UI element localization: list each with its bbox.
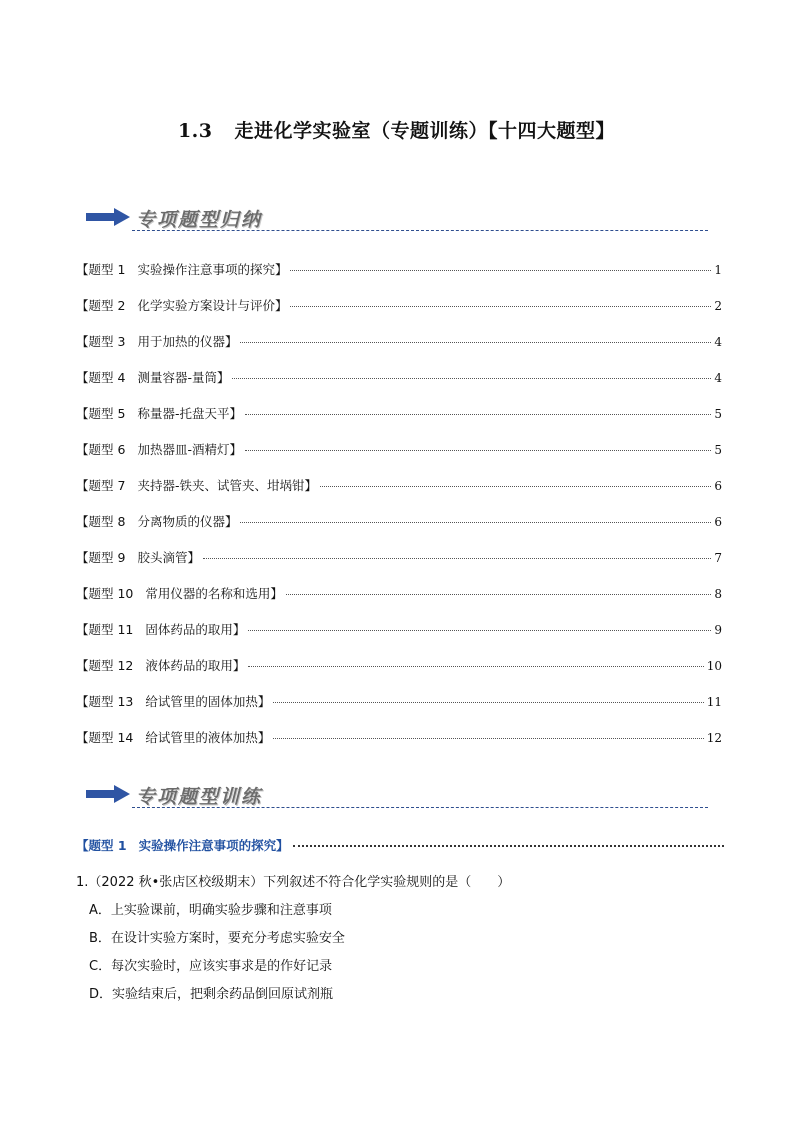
leader-dots	[293, 845, 724, 847]
toc-label: 【题型 7	[76, 478, 126, 493]
toc-page-number: 4	[714, 335, 722, 349]
section-label: 专项题型训练	[136, 786, 263, 808]
leader-dots	[320, 486, 711, 487]
toc-page-number: 2	[714, 299, 722, 313]
toc-topic: 给试管里的固体加热】	[145, 694, 271, 709]
table-of-contents	[76, 260, 722, 764]
title-number: 1.3	[177, 120, 213, 142]
toc-page-number: 5	[714, 443, 722, 457]
toc-page-number: 6	[714, 479, 722, 493]
toc-topic: 化学实验方案设计与评价】	[137, 298, 288, 313]
toc-topic: 实验操作注意事项的探究】	[137, 262, 288, 277]
toc-page-number: 8	[714, 587, 722, 601]
toc-topic: 液体药品的取用】	[145, 658, 246, 673]
question-type-label: 【题型 1	[76, 838, 127, 853]
toc-page-number: 1	[714, 263, 722, 277]
section-divider	[132, 230, 708, 231]
toc-page-number: 5	[714, 407, 722, 421]
section-label: 专项题型归纳	[136, 209, 263, 231]
section-header-training	[86, 782, 708, 808]
option-a: A．上实验课前，明确实验步骤和注意事项	[89, 903, 332, 918]
toc-label: 【题型 4	[76, 370, 126, 385]
option-c: C．每次实验时，应该实事求是的作好记录	[89, 959, 333, 974]
toc-topic: 称量器-托盘天平】	[137, 406, 242, 421]
question-block	[76, 872, 726, 1012]
toc-page-number: 10	[706, 659, 722, 673]
toc-entry[interactable]	[76, 548, 722, 584]
leader-dots	[232, 378, 711, 379]
toc-label: 【题型 9	[76, 550, 126, 565]
toc-entry[interactable]	[76, 620, 722, 656]
toc-label: 【题型 13	[76, 694, 134, 709]
leader-dots	[245, 414, 711, 415]
toc-page-number: 6	[714, 515, 722, 529]
toc-label: 【题型 14	[76, 730, 134, 745]
question-stem: 1.（2022 秋•张店区校级期末）下列叙述不符合化学实验规则的是（ ）	[76, 875, 511, 890]
toc-topic: 测量容器-量筒】	[137, 370, 230, 385]
toc-page-number: 7	[714, 551, 722, 565]
toc-label: 【题型 10	[76, 586, 134, 601]
toc-topic: 给试管里的液体加热】	[145, 730, 271, 745]
toc-page-number: 11	[706, 695, 722, 709]
arrow-right-icon	[86, 785, 130, 803]
toc-topic: 分离物质的仪器】	[137, 514, 238, 529]
toc-page-number: 12	[706, 731, 722, 745]
toc-label: 【题型 6	[76, 442, 126, 457]
toc-entry[interactable]	[76, 296, 722, 332]
toc-topic: 用于加热的仪器】	[137, 334, 238, 349]
toc-topic: 固体药品的取用】	[145, 622, 246, 637]
leader-dots	[273, 702, 703, 703]
toc-entry[interactable]	[76, 440, 722, 476]
toc-entry[interactable]	[76, 512, 722, 548]
toc-entry[interactable]	[76, 728, 722, 764]
toc-entry[interactable]	[76, 584, 722, 620]
leader-dots	[248, 666, 703, 667]
toc-entry[interactable]	[76, 332, 722, 368]
toc-topic: 加热器皿-酒精灯】	[137, 442, 242, 457]
toc-entry[interactable]	[76, 368, 722, 404]
toc-entry[interactable]	[76, 260, 722, 296]
toc-topic: 夹持器-铁夹、试管夹、坩埚钳】	[137, 478, 317, 493]
toc-topic: 常用仪器的名称和选用】	[145, 586, 283, 601]
leader-dots	[203, 558, 711, 559]
toc-label: 【题型 8	[76, 514, 126, 529]
toc-entry[interactable]	[76, 404, 722, 440]
toc-label: 【题型 5	[76, 406, 126, 421]
leader-dots	[290, 306, 711, 307]
arrow-right-icon	[86, 208, 130, 226]
leader-dots	[240, 342, 711, 343]
toc-page-number: 4	[714, 371, 722, 385]
toc-topic: 胶头滴管】	[137, 550, 200, 565]
toc-label: 【题型 11	[76, 622, 134, 637]
section-header-summary	[86, 205, 708, 231]
option-d: D．实验结束后，把剩余药品倒回原试剂瓶	[89, 987, 334, 1002]
leader-dots	[240, 522, 711, 523]
toc-label: 【题型 3	[76, 334, 126, 349]
toc-entry[interactable]	[76, 476, 722, 512]
toc-entry[interactable]	[76, 656, 722, 692]
leader-dots	[245, 450, 711, 451]
toc-page-number: 9	[714, 623, 722, 637]
question-type-topic: 实验操作注意事项的探究】	[138, 838, 289, 853]
option-b: B．在设计实验方案时，要充分考虑实验安全	[89, 931, 345, 946]
leader-dots	[290, 270, 711, 271]
leader-dots	[286, 594, 711, 595]
toc-entry[interactable]	[76, 692, 722, 728]
toc-label: 【题型 12	[76, 658, 134, 673]
section-divider	[132, 807, 708, 808]
toc-label: 【题型 2	[76, 298, 126, 313]
title-text: 走进化学实验室（专题训练）【十四大题型】	[234, 120, 616, 142]
question-type-heading	[76, 836, 724, 854]
leader-dots	[273, 738, 703, 739]
page-title	[0, 116, 793, 143]
leader-dots	[248, 630, 711, 631]
toc-label: 【题型 1	[76, 262, 126, 277]
